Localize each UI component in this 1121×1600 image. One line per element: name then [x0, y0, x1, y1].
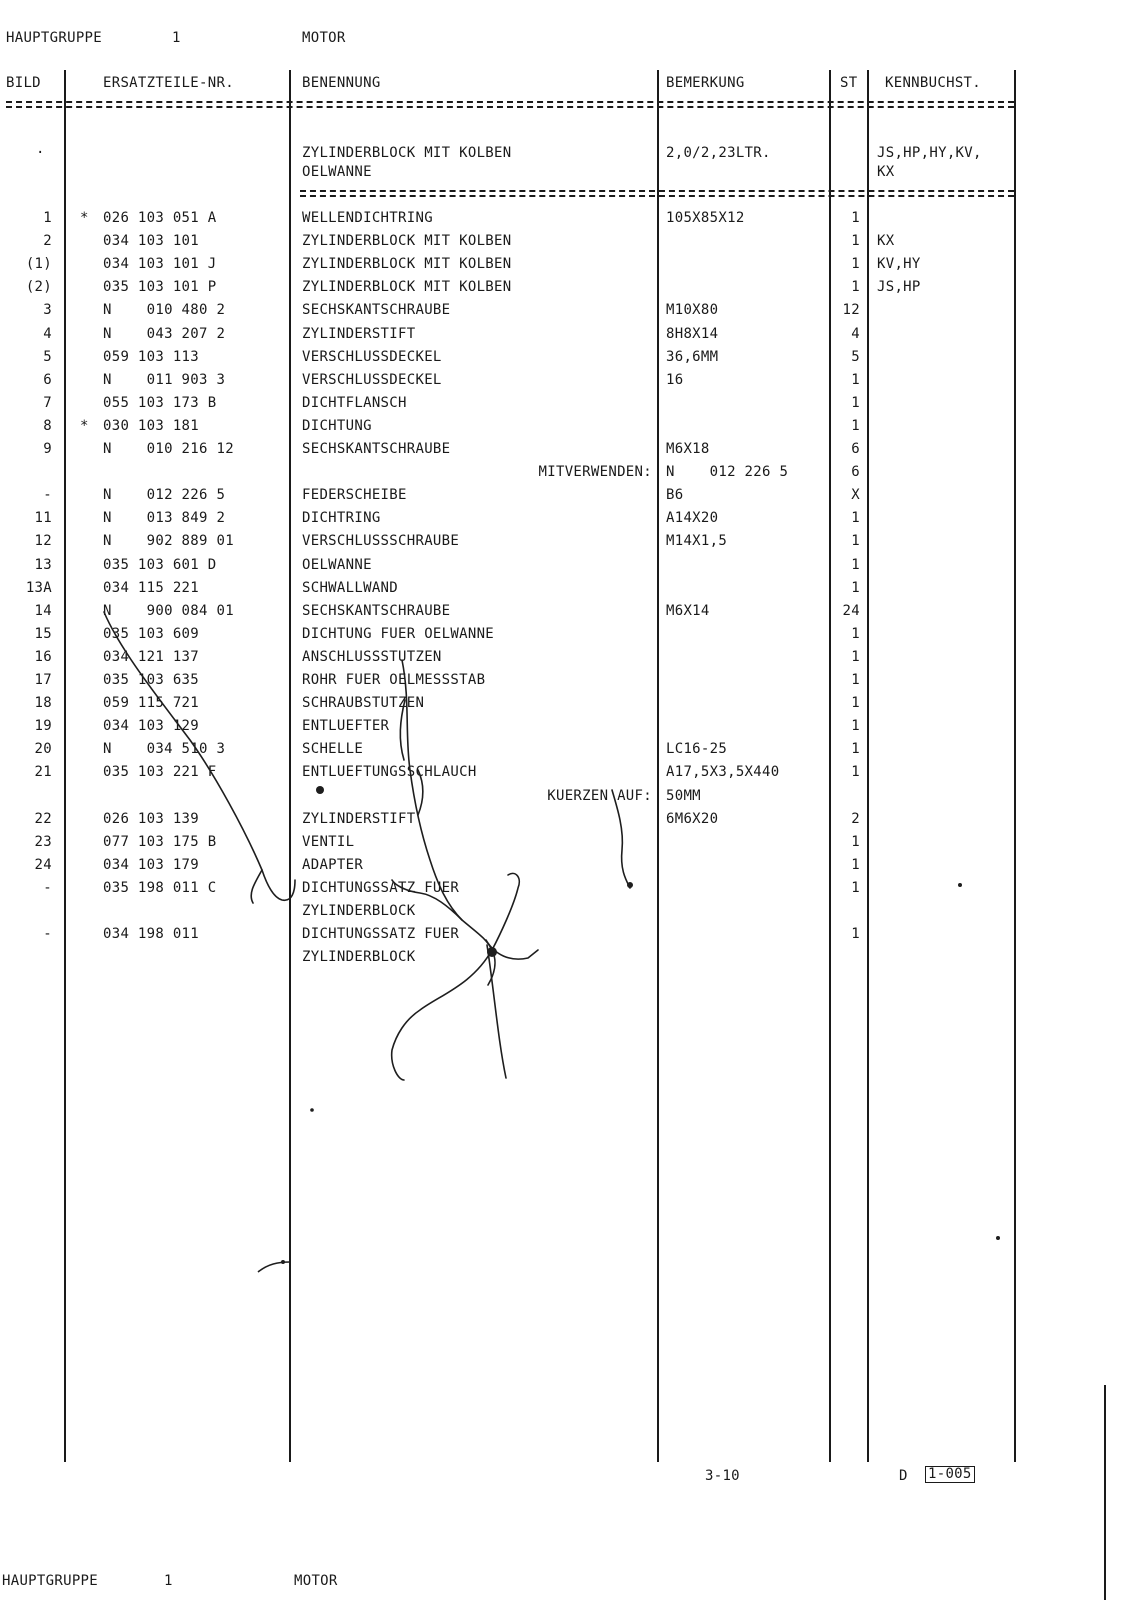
section-title-line1: ZYLINDERBLOCK MIT KOLBEN — [302, 145, 512, 161]
row-benennung: ZYLINDERBLOCK MIT KOLBEN — [302, 279, 512, 295]
row-benennung: SECHSKANTSCHRAUBE — [302, 302, 451, 318]
section-title-line2: OELWANNE — [302, 164, 372, 180]
section-kenn-line1: JS,HP,HY,KV, — [877, 145, 982, 161]
row-part-number: N 902 889 01 — [103, 533, 234, 549]
row-bemerkung: 50MM — [666, 788, 701, 804]
row-part-number: 035 103 101 P — [103, 279, 217, 295]
col-divider-3 — [657, 70, 659, 1462]
row-st: 1 — [851, 649, 860, 665]
row-bild: 12 — [34, 533, 52, 549]
row-benennung: ADAPTER — [302, 857, 364, 873]
row-benennung: SCHELLE — [302, 741, 364, 757]
page-number: 3-10 — [705, 1468, 740, 1484]
col-divider-2 — [289, 70, 291, 1462]
row-benennung: DICHTUNG FUER OELWANNE — [302, 626, 495, 642]
row-st: 1 — [851, 741, 860, 757]
row-part-number: 059 103 113 — [103, 349, 200, 365]
row-part-number: 030 103 181 — [103, 418, 200, 434]
row-part-number: N 010 216 12 — [103, 441, 234, 457]
row-benennung: WELLENDICHTRING — [302, 210, 433, 226]
row-bild: 19 — [34, 718, 52, 734]
row-bemerkung: A17,5X3,5X440 — [666, 764, 780, 780]
row-part-number: 034 115 221 — [103, 580, 200, 596]
row-part-number: 077 103 175 B — [103, 834, 217, 850]
row-st: 1 — [851, 395, 860, 411]
col-header-kennbuchst: KENNBUCHST. — [885, 75, 982, 91]
row-part-number: N 900 084 01 — [103, 603, 234, 619]
row-st: 1 — [851, 834, 860, 850]
row-benennung: SECHSKANTSCHRAUBE — [302, 441, 451, 457]
row-benennung: ZYLINDERSTIFT — [302, 326, 416, 342]
row-benennung: ENTLUEFTER — [302, 718, 390, 734]
row-kennbuchst: KV,HY — [877, 256, 921, 272]
row-st: 1 — [851, 210, 860, 226]
row-bemerkung: M14X1,5 — [666, 533, 728, 549]
row-bemerkung: M6X14 — [666, 603, 710, 619]
row-bild: 18 — [34, 695, 52, 711]
row-bild: - — [43, 487, 52, 503]
col-divider-6 — [1014, 70, 1016, 1462]
row-bild: 21 — [34, 764, 52, 780]
row-bild: - — [43, 926, 52, 942]
row-benennung: OELWANNE — [302, 557, 372, 573]
page-letter: D — [899, 1468, 908, 1484]
row-part-number: 035 198 011 C — [103, 880, 217, 896]
row-st: 5 — [851, 349, 860, 365]
row-st: 2 — [851, 811, 860, 827]
row-benennung: DICHTFLANSCH — [302, 395, 407, 411]
row-part-number: N 043 207 2 — [103, 326, 226, 342]
row-part-number: 059 115 721 — [103, 695, 200, 711]
row-part-number: 035 103 601 D — [103, 557, 217, 573]
row-benennung: VERSCHLUSSDECKEL — [302, 372, 442, 388]
row-bild: 16 — [34, 649, 52, 665]
row-st: 1 — [851, 580, 860, 596]
col-divider-5 — [867, 70, 869, 1462]
row-bild: 15 — [34, 626, 52, 642]
row-part-number: 026 103 051 A — [103, 210, 217, 226]
row-benennung: FEDERSCHEIBE — [302, 487, 407, 503]
row-bemerkung: LC16-25 — [666, 741, 728, 757]
row-benennung: SCHRAUBSTUTZEN — [302, 695, 425, 711]
row-st: 1 — [851, 279, 860, 295]
section-bemerkung: 2,0/2,23LTR. — [666, 145, 771, 161]
row-part-number: 034 198 011 — [103, 926, 200, 942]
row-bild: 3 — [43, 302, 52, 318]
row-benennung: SECHSKANTSCHRAUBE — [302, 603, 451, 619]
page-code-box: 1-005 — [925, 1466, 975, 1483]
row-part-number: 034 121 137 — [103, 649, 200, 665]
row-st: 1 — [851, 510, 860, 526]
row-bemerkung: 8H8X14 — [666, 326, 719, 342]
row-st: 1 — [851, 418, 860, 434]
row-benennung: MITVERWENDEN: — [538, 464, 652, 480]
row-st: 24 — [842, 603, 860, 619]
row-st: 6 — [851, 441, 860, 457]
row-st: 1 — [851, 764, 860, 780]
header-rule-bottom — [6, 106, 1014, 108]
row-bemerkung: 105X85X12 — [666, 210, 745, 226]
col-header-st: ST — [840, 75, 858, 91]
row-benennung: VENTIL — [302, 834, 355, 850]
row-part-number: N 011 903 3 — [103, 372, 226, 388]
row-benennung: ZYLINDERBLOCK MIT KOLBEN — [302, 256, 512, 272]
row-part-number: N 010 480 2 — [103, 302, 226, 318]
page-edge-line — [1104, 1385, 1106, 1600]
row-bild: 4 — [43, 326, 52, 342]
row-part-number: 055 103 173 B — [103, 395, 217, 411]
row-benennung: ZYLINDERBLOCK — [302, 903, 416, 919]
row-bild: 13A — [25, 580, 52, 596]
row-benennung: DICHTUNG — [302, 418, 372, 434]
row-bemerkung: M10X80 — [666, 302, 719, 318]
row-star: * — [80, 210, 89, 226]
row-part-number: 034 103 101 J — [103, 256, 217, 272]
row-bild: 11 — [34, 510, 52, 526]
row-part-number: N 013 849 2 — [103, 510, 226, 526]
row-bemerkung: B6 — [666, 487, 684, 503]
row-st: 1 — [851, 880, 860, 896]
row-bemerkung: 36,6MM — [666, 349, 719, 365]
row-bemerkung: 6M6X20 — [666, 811, 719, 827]
row-st: 1 — [851, 926, 860, 942]
row-kennbuchst: KX — [877, 233, 895, 249]
row-bild: 17 — [34, 672, 52, 688]
row-bild: 5 — [43, 349, 52, 365]
row-bild: 13 — [34, 557, 52, 573]
row-benennung: ANSCHLUSSSTUTZEN — [302, 649, 442, 665]
next-group-label: HAUPTGRUPPE — [2, 1573, 99, 1589]
row-st: 1 — [851, 372, 860, 388]
row-benennung: ZYLINDERBLOCK MIT KOLBEN — [302, 233, 512, 249]
section-bullet: · — [36, 145, 45, 161]
row-st: 1 — [851, 672, 860, 688]
row-bemerkung: 16 — [666, 372, 684, 388]
row-benennung: ROHR FUER OELMESSSTAB — [302, 672, 486, 688]
row-part-number: 035 103 609 — [103, 626, 200, 642]
row-st: 4 — [851, 326, 860, 342]
row-st: 6 — [851, 464, 860, 480]
row-bild: - — [43, 880, 52, 896]
col-header-ersatzteil: ERSATZTEILE-NR. — [103, 75, 234, 91]
col-header-benennung: BENENNUNG — [302, 75, 381, 91]
row-benennung: VERSCHLUSSDECKEL — [302, 349, 442, 365]
row-st: 1 — [851, 718, 860, 734]
next-group-number: 1 — [164, 1573, 173, 1589]
row-st: 1 — [851, 533, 860, 549]
row-bemerkung: N 012 226 5 — [666, 464, 789, 480]
group-label: HAUPTGRUPPE — [6, 30, 103, 46]
row-st: 1 — [851, 626, 860, 642]
col-header-bild: BILD — [6, 75, 41, 91]
row-bild: 9 — [43, 441, 52, 457]
row-bild: (2) — [25, 279, 52, 295]
row-benennung: SCHWALLWAND — [302, 580, 399, 596]
row-star: * — [80, 418, 89, 434]
row-st: 1 — [851, 557, 860, 573]
row-part-number: 034 103 101 — [103, 233, 200, 249]
row-benennung: ENTLUEFTUNGSSCHLAUCH — [302, 764, 477, 780]
row-benennung: DICHTUNGSSATZ FUER — [302, 880, 460, 896]
section-kenn-line2: KX — [877, 164, 895, 180]
row-st: X — [851, 487, 860, 503]
row-part-number: 026 103 139 — [103, 811, 200, 827]
row-bild: 2 — [43, 233, 52, 249]
row-part-number: 035 103 635 — [103, 672, 200, 688]
row-st: 12 — [842, 302, 860, 318]
row-bild: 20 — [34, 741, 52, 757]
row-bild: 22 — [34, 811, 52, 827]
row-benennung: ZYLINDERBLOCK — [302, 949, 416, 965]
row-bemerkung: A14X20 — [666, 510, 719, 526]
row-bemerkung: M6X18 — [666, 441, 710, 457]
row-part-number: 034 103 129 — [103, 718, 200, 734]
col-divider-4 — [829, 70, 831, 1462]
row-st: 1 — [851, 233, 860, 249]
row-part-number: 034 103 179 — [103, 857, 200, 873]
next-group-title: MOTOR — [294, 1573, 338, 1589]
row-benennung: DICHTUNGSSATZ FUER — [302, 926, 460, 942]
row-benennung: DICHTRING — [302, 510, 381, 526]
row-benennung: ZYLINDERSTIFT — [302, 811, 416, 827]
group-number: 1 — [172, 30, 181, 46]
col-header-bemerkung: BEMERKUNG — [666, 75, 745, 91]
row-benennung: VERSCHLUSSSCHRAUBE — [302, 533, 460, 549]
row-kennbuchst: JS,HP — [877, 279, 921, 295]
row-bild: 8 — [43, 418, 52, 434]
row-bild: (1) — [25, 256, 52, 272]
row-benennung: KUERZEN AUF: — [547, 788, 652, 804]
row-bild: 7 — [43, 395, 52, 411]
row-bild: 6 — [43, 372, 52, 388]
row-part-number: N 012 226 5 — [103, 487, 226, 503]
row-st: 1 — [851, 256, 860, 272]
row-bild: 14 — [34, 603, 52, 619]
row-bild: 23 — [34, 834, 52, 850]
row-part-number: N 034 510 3 — [103, 741, 226, 757]
row-st: 1 — [851, 695, 860, 711]
row-st: 1 — [851, 857, 860, 873]
header-rule-top — [6, 101, 1014, 103]
row-bild: 1 — [43, 210, 52, 226]
row-part-number: 035 103 221 F — [103, 764, 217, 780]
row-bild: 24 — [34, 857, 52, 873]
col-divider-1 — [64, 70, 66, 1462]
group-title: MOTOR — [302, 30, 346, 46]
